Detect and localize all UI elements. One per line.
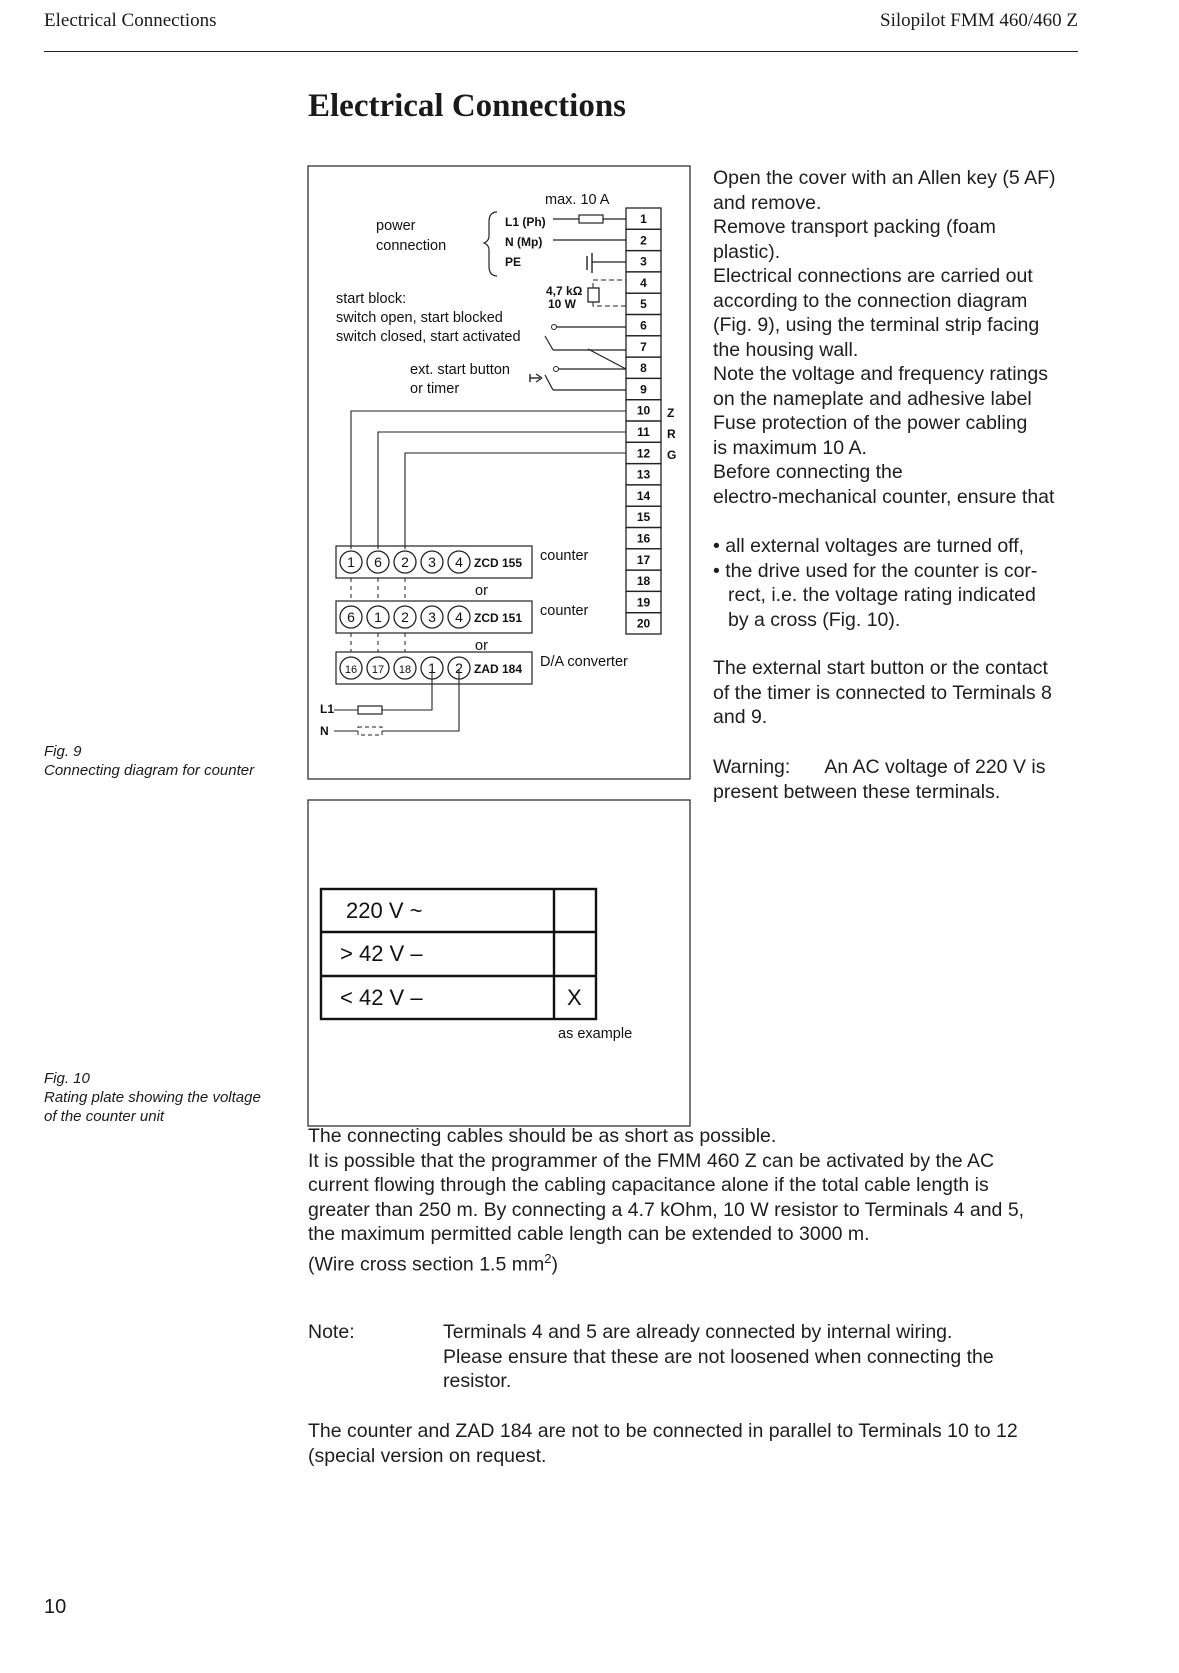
- intro-line-3: Remove transport packing (foam: [713, 216, 996, 238]
- g-label: G: [667, 448, 677, 462]
- resistor-power: 10 W: [548, 297, 577, 311]
- power-brace: [484, 212, 497, 276]
- intro-paragraph: [713, 166, 1056, 509]
- fig9-caption-text: Connecting diagram for counter: [44, 762, 255, 779]
- device-3-pin-5: 2: [455, 660, 463, 676]
- cable-line-5: the maximum permitted cable length can be extended to 3000 m.: [308, 1223, 870, 1245]
- terminal-number-15: 15: [636, 510, 651, 525]
- terminal-number-10: 10: [636, 403, 651, 418]
- ext-start-2: or timer: [410, 381, 460, 397]
- terminal-number-7: 7: [640, 339, 647, 354]
- or-label-2: or: [475, 638, 488, 654]
- resistor-value: 4,7 kΩ: [546, 284, 583, 298]
- running-header-right: Silopilot FMM 460/460 Z: [880, 10, 1078, 31]
- warning-paragraph: [713, 755, 1045, 804]
- or-label-1: or: [475, 583, 488, 599]
- cable-line-4: greater than 250 m. By connecting a 4.7 kOhm, 10 W resistor to Terminals 4 and 5,: [308, 1198, 1025, 1221]
- terminal-number-8: 8: [640, 361, 647, 376]
- intro-line-6: according to the connection diagram: [713, 289, 1028, 312]
- fig10-caption-line-2: of the counter unit: [44, 1108, 165, 1125]
- terminal-number-17: 17: [636, 552, 651, 567]
- wire-section-text: (Wire cross section 1.5 mm: [308, 1253, 545, 1275]
- intro-line-9: Note the voltage and frequency ratings: [713, 363, 1048, 385]
- power-label-2: connection: [376, 238, 447, 254]
- running-header-left: Electrical Connections: [44, 10, 217, 31]
- terminal-number-5: 5: [640, 297, 647, 312]
- example-note: as example: [558, 1026, 633, 1042]
- ext-start-line-1: The external start button or the contact: [713, 657, 1048, 679]
- ext-start-line-2: of the timer is connected to Terminals 8: [713, 681, 1052, 704]
- cable-line-2: It is possible that the programmer of the FMM 460 Z can be activated by the AC: [308, 1149, 995, 1172]
- bullet-2-line-1: the drive used for the counter is cor-: [725, 559, 1038, 582]
- intro-line-13: Before connecting the: [713, 461, 903, 483]
- terminal-number-16: 16: [636, 531, 651, 546]
- terminal-number-13: 13: [636, 467, 651, 482]
- page-number: 10: [44, 1596, 67, 1618]
- rating-row-3: < 42 V –: [340, 985, 423, 1010]
- ext-start-1: ext. start button: [410, 362, 510, 378]
- fig10-caption: [44, 1069, 261, 1126]
- bullet-item-1: • all external voltages are turned off,: [713, 535, 1025, 557]
- device-2-pin-4: 3: [428, 609, 436, 625]
- terminal-number-2: 2: [640, 233, 647, 248]
- fig10-caption-label: Fig. 10: [44, 1070, 90, 1087]
- terminal-number-6: 6: [640, 318, 647, 333]
- rating-row-2: > 42 V –: [340, 941, 423, 966]
- parallel-line-1: The counter and ZAD 184 are not to be connected in parallel to Terminals 10 to 12: [308, 1420, 1018, 1442]
- n-bottom-label: N: [320, 724, 329, 738]
- intro-line-10: on the nameplate and adhesive label: [713, 387, 1032, 410]
- warning-label: Warning:: [713, 756, 791, 778]
- start-block-1: start block:: [336, 291, 407, 307]
- intro-line-4: plastic).: [713, 240, 781, 263]
- fig9-caption-label: Fig. 9: [44, 743, 82, 760]
- ext-start-line-3: and 9.: [713, 706, 768, 728]
- device-1-pin-2: 6: [374, 554, 382, 570]
- device-3-label: D/A converter: [540, 654, 628, 670]
- resistor-symbol: [588, 288, 599, 302]
- intro-line-12: is maximum 10 A.: [713, 436, 867, 459]
- device-2-pin-2: 1: [374, 609, 382, 625]
- terminal-number-4: 4: [640, 275, 647, 290]
- terminal-number-1: 1: [640, 212, 647, 226]
- device-1-pin-4: 3: [428, 554, 436, 570]
- fuse-symbol: [579, 215, 603, 223]
- note-paragraph: [443, 1320, 994, 1394]
- cable-line-3: current flowing through the cabling capacitance alone if the total cable length is: [308, 1174, 989, 1196]
- device-1-pin-5: 4: [455, 554, 463, 570]
- device-1-pin-3: 2: [401, 554, 409, 570]
- terminal-number-18: 18: [636, 574, 651, 589]
- intro-line-5: Electrical connections are carried out: [713, 265, 1033, 287]
- parallel-line-2: (special version on request.: [308, 1444, 547, 1467]
- note-label: Note:: [308, 1321, 355, 1343]
- ext-start-paragraph: [713, 656, 1052, 730]
- line-label-n: N (Mp): [505, 235, 543, 249]
- power-label-1: power: [376, 218, 416, 234]
- bullet-2-line-3: by a cross (Fig. 10).: [728, 608, 901, 631]
- terminal-number-3: 3: [640, 254, 647, 269]
- device-group: [336, 546, 628, 684]
- device-1-pin-1: 1: [347, 554, 355, 570]
- intro-line-11: Fuse protection of the power cabling: [713, 412, 1028, 434]
- bullet-1-line-1: all external voltages are turned off,: [725, 535, 1025, 557]
- l1-bottom-label: L1: [320, 702, 335, 716]
- intro-line-14: electro-mechanical counter, ensure that: [713, 485, 1055, 508]
- note-line-3: resistor.: [443, 1370, 512, 1392]
- terminal-strip: [626, 208, 661, 634]
- terminal-number-11: 11: [637, 425, 650, 439]
- device-3-model: ZAD 184: [474, 662, 523, 676]
- start-block-3: switch closed, start activated: [336, 329, 521, 345]
- terminal-number-12: 12: [636, 446, 651, 461]
- device-3-pin-4: 1: [428, 660, 436, 676]
- terminal-number-9: 9: [640, 382, 647, 397]
- wire-section-end: ): [551, 1253, 558, 1275]
- terminal-number-19: 19: [636, 595, 651, 610]
- page-title: Electrical Connections: [308, 88, 627, 124]
- wire-section-sup: 2: [544, 1250, 552, 1266]
- device-2-pin-5: 4: [455, 609, 463, 625]
- fig9-frame: [308, 166, 690, 779]
- intro-line-1: Open the cover with an Allen key (5 AF): [713, 167, 1056, 189]
- terminal-number-14: 14: [636, 488, 651, 503]
- device-2-pin-3: 2: [401, 609, 409, 625]
- fig9-caption: [44, 742, 254, 780]
- warning-text-1: An AC voltage of 220 V is: [824, 756, 1046, 778]
- bullet-list: [713, 534, 1037, 632]
- terminal-number-20: 20: [636, 616, 651, 631]
- device-3-pin-2: 17: [371, 664, 385, 676]
- device-2-pin-1: 6: [347, 609, 355, 625]
- z-label: Z: [667, 406, 675, 420]
- bullet-2-line-2: rect, i.e. the voltage rating indicated: [728, 584, 1036, 606]
- note-line-1: Terminals 4 and 5 are already connected by internal wiring.: [443, 1321, 953, 1343]
- rating-row-1: 220 V ~: [346, 898, 423, 923]
- device-1-label: counter: [540, 548, 589, 564]
- cable-line-1: The connecting cables should be as short as possible.: [308, 1125, 777, 1147]
- note-line-2: Please ensure that these are not loosened when connecting the: [443, 1345, 994, 1368]
- warning-text-2: present between these terminals.: [713, 780, 1001, 803]
- rating-mark-3: X: [567, 985, 582, 1010]
- parallel-paragraph: [308, 1419, 1018, 1468]
- r-label: R: [667, 427, 676, 441]
- device-3-pin-3: 18: [398, 664, 412, 676]
- device-3-pin-1: 16: [344, 664, 358, 676]
- start-block-2: switch open, start blocked: [336, 310, 503, 326]
- intro-line-7: (Fig. 9), using the terminal strip facing: [713, 314, 1040, 336]
- intro-line-2: and remove.: [713, 191, 822, 214]
- intro-line-8: the housing wall.: [713, 338, 859, 361]
- bullet-item-2: • the drive used for the counter is cor-: [713, 559, 1038, 582]
- device-1-model: ZCD 155: [474, 556, 523, 570]
- fig10-caption-line-1: Rating plate showing the voltage: [44, 1089, 261, 1106]
- line-label-pe: PE: [505, 255, 522, 269]
- wire-section-line: [308, 1247, 1024, 1277]
- max-current-label: max. 10 A: [545, 192, 610, 208]
- device-2-label: counter: [540, 603, 589, 619]
- line-label-l1: L1 (Ph): [505, 215, 546, 229]
- cable-paragraph: [308, 1124, 1024, 1277]
- device-2-model: ZCD 151: [474, 611, 523, 625]
